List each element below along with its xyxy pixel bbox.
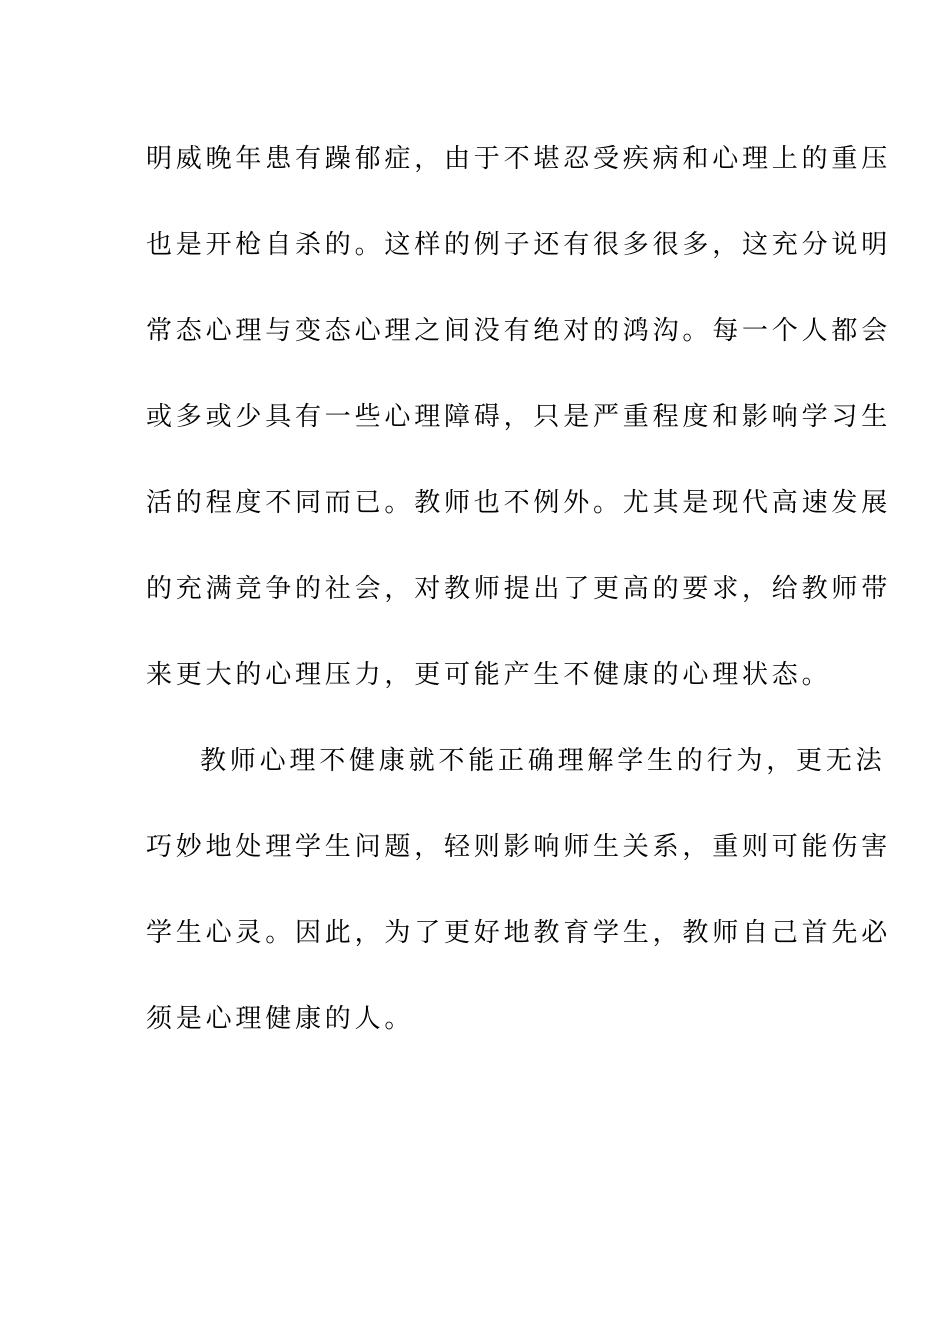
text-line: 明威晚年患有躁郁症，由于不堪忍受疾病和心理上的重压 [146, 144, 892, 174]
text-line: 也是开枪自杀的。这样的例子还有很多很多，这充分说明 [146, 230, 892, 260]
text-line-indented: 教师心理不健康就不能正确理解学生的行为，更无法 [200, 746, 886, 776]
text-line: 或多或少具有一些心理障碍，只是严重程度和影响学习生 [146, 402, 892, 432]
text-line: 活的程度不同而已。教师也不例外。尤其是现代高速发展 [146, 488, 892, 518]
text-line: 须是心理健康的人。 [146, 1004, 415, 1034]
text-line: 巧妙地处理学生问题，轻则影响师生关系，重则可能伤害 [146, 832, 892, 862]
text-line: 学生心灵。因此，为了更好地教育学生，教师自己首先必 [146, 918, 892, 948]
text-line: 常态心理与变态心理之间没有绝对的鸿沟。每一个人都会 [146, 316, 892, 346]
text-line: 的充满竞争的社会，对教师提出了更高的要求，给教师带 [146, 574, 892, 604]
text-line: 来更大的心理压力，更可能产生不健康的心理状态。 [146, 660, 832, 690]
